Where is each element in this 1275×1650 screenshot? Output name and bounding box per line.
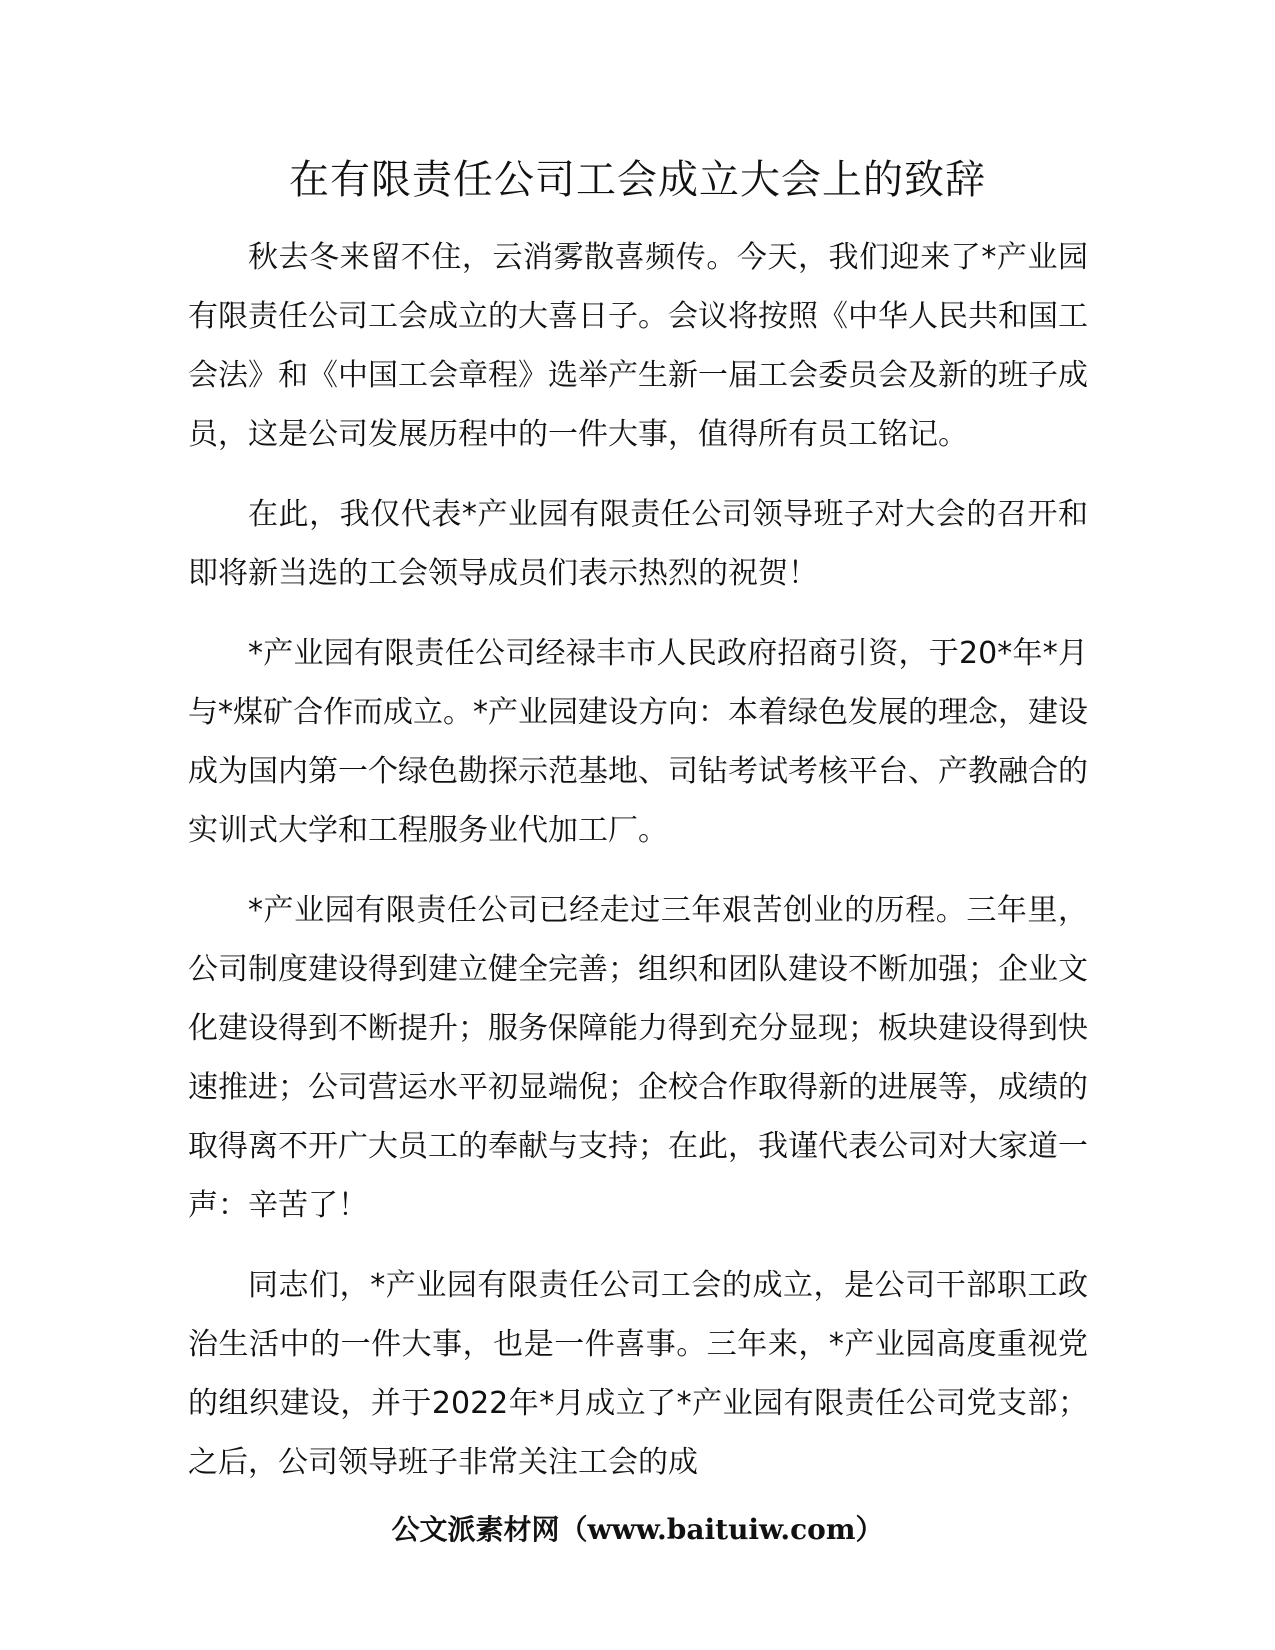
paragraph-2: 在此，我仅代表*产业园有限责任公司领导班子对大会的召开和即将新当选的工会领导成员们表示热烈的祝贺！ [188,497,1088,591]
paragraph-1: 秋去冬来留不住，云消雾散喜频传。今天，我们迎来了*产业园有限责任公司工会成立的大喜日子。会议将按照《中华人民共和国工会法》和《中国工会章程》选举产生新一届工会委员会及新的班子成员，这是公司发展历程中的一件大事，值得所有员工铭记。 [188,240,1088,452]
document-title: 在有限责任公司工会成立大会上的致辞 [289,157,986,203]
paragraph-5: 同志们，*产业园有限责任公司工会的成立，是公司干部职工政治生活中的一件大事，也是一件喜事。三年来，*产业园高度重视党的组织建设，并于2022年*月成立了*产业园有限责任公司党支部；之后，公司领导班子非常关注工会的成 [188,1268,1088,1480]
paragraph-4: *产业园有限责任公司已经走过三年艰苦创业的历程。三年里，公司制度建设得到建立健全完善；组织和团队建设不断加强；企业文化建设得到不断提升；服务保障能力得到充分显现；板块建设得到快速推进；公司营运水平初显端倪；企校合作取得新的进展等，成绩的取得离不开广大员工的奉献与支持；在此，我谨代表公司对大家道一声：辛苦了！ [188,893,1088,1223]
footer-watermark-text: 公文派素材网（www.baituiw.com） [391,1513,884,1546]
document-body [188,228,1088,1513]
paragraph-3: *产业园有限责任公司经禄丰市人民政府招商引资，于20*年*月与*煤矿合作而成立。*产业园建设方向：本着绿色发展的理念，建设成为国内第一个绿色勘探示范基地、司钻考试考核平台、产教融合的实训式大学和工程服务业代加工厂。 [188,636,1088,848]
